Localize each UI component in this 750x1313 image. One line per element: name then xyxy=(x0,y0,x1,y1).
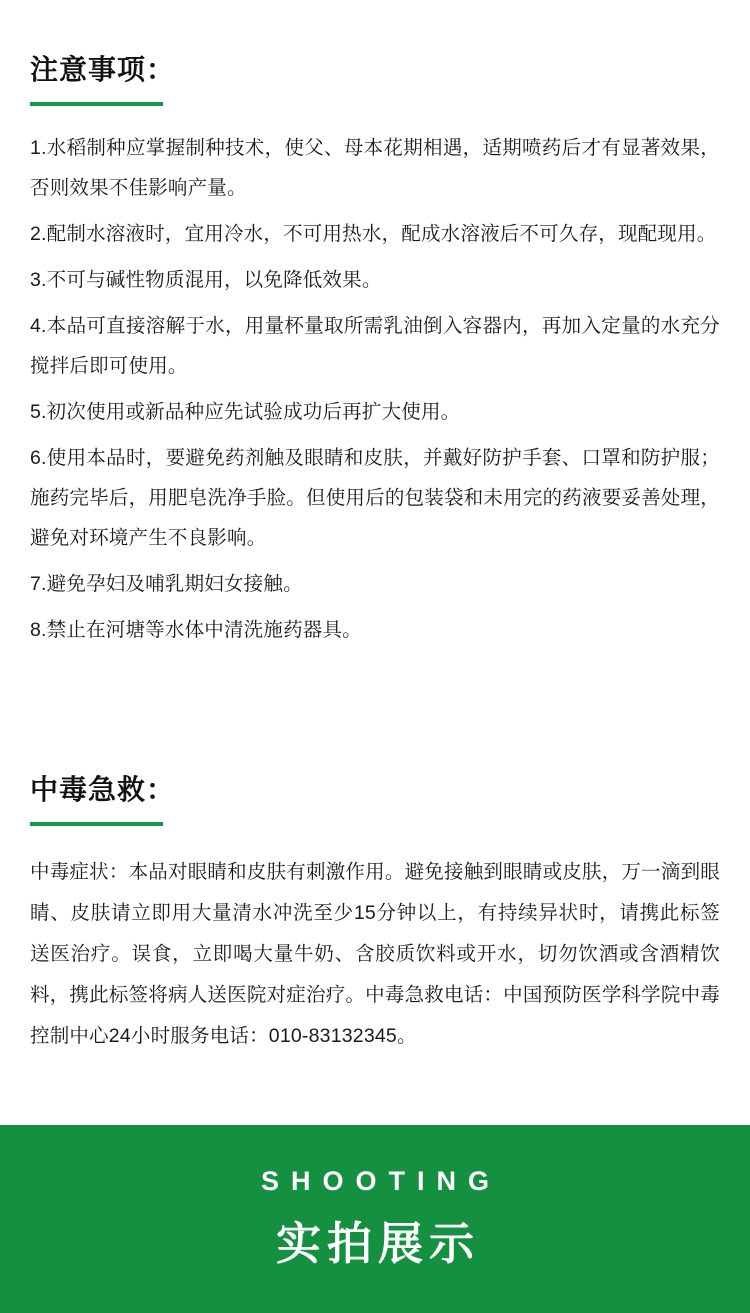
precaution-item: 2.配制水溶液时，宜用冷水，不可用热水，配成水溶液后不可久存，现配现用。 xyxy=(30,223,717,245)
precautions-heading: 注意事项： xyxy=(30,54,176,85)
precaution-item: 7.避免孕妇及哺乳期妇女接触。 xyxy=(30,573,303,595)
precaution-item: 1.水稻制种应掌握制种技术，使父、母本花期相遇，适期喷药后才有显著效果，否则效果不佳影响产量。 xyxy=(30,137,720,199)
section-first-aid xyxy=(30,768,720,1057)
first-aid-body: 中毒症状：本品对眼睛和皮肤有刺激作用。避免接触到眼睛或皮肤，万一滴到眼睛、皮肤请立即用大量清水冲洗至少15分钟以上，有持续异状时，请携此标签送医治疗。误食，立即喝大量牛奶、含胶质饮料或开水，切勿饮酒或含酒精饮料，携此标签将病人送医院对症治疗。中毒急救电话：中国预防医学科学院中毒控制中心24小时服务电话：010-83132345。 xyxy=(30,861,720,1047)
first-aid-heading: 中毒急救： xyxy=(30,774,176,805)
shooting-banner xyxy=(0,1125,750,1313)
precaution-item: 6.使用本品时，要避免药剂触及眼睛和皮肤，并戴好防护手套、口罩和防护服；施药完毕后，用肥皂洗净手脸。但使用后的包装袋和未用完的药液要妥善处理，避免对环境产生不良影响。 xyxy=(30,447,720,549)
precautions-heading-underline xyxy=(30,102,163,106)
precaution-item: 4.本品可直接溶解于水，用量杯量取所需乳油倒入容器内，再加入定量的水充分搅拌后即可使用。 xyxy=(30,315,720,377)
precaution-item: 3.不可与碱性物质混用，以免降低效果。 xyxy=(30,269,382,291)
section-precautions xyxy=(30,48,720,650)
banner-chinese-title: 实拍展示 xyxy=(275,1218,480,1269)
first-aid-heading-underline xyxy=(30,822,163,826)
banner-english-title: SHOOTING xyxy=(260,1166,501,1196)
precaution-item: 5.初次使用或新品种应先试验成功后再扩大使用。 xyxy=(30,401,461,423)
precaution-item: 8.禁止在河塘等水体中清洗施药器具。 xyxy=(30,619,362,641)
